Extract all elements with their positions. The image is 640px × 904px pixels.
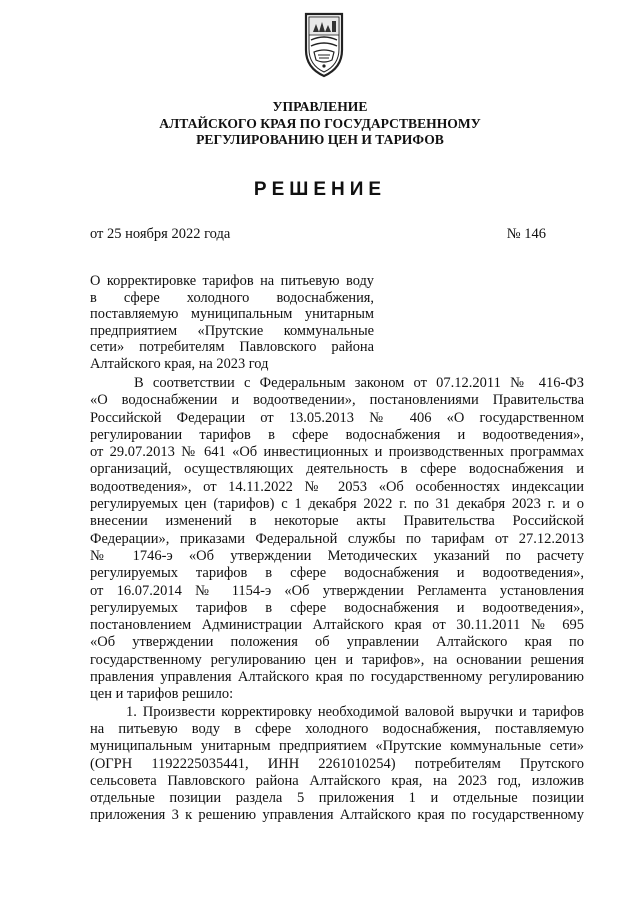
- body-line: «Об утверждении положения об управлении Алтайского края по: [90, 634, 584, 651]
- body-line: внесении изменений в некоторые акты Правительства Российской: [90, 513, 584, 530]
- body-line: приложения 3 к решению управления Алтайского края по государственному: [90, 807, 584, 824]
- body-line: организаций, осуществляющих деятельность в сфере водоснабжения и: [90, 461, 584, 478]
- body-line: № 1746-э «Об утверждении Методических указаний по расчету: [90, 547, 584, 564]
- body-line: от 29.07.2013 № 641 «Об инвестиционных и производственных программах: [90, 444, 584, 461]
- body-line: государственному регулированию цен и тарифов», на основании решения: [90, 651, 584, 668]
- body-line: правления управления Алтайского края по государственному регулированию: [90, 669, 584, 686]
- body-line: сельсовета Павловского района Алтайского края, на 2023 год, изложив: [90, 772, 584, 789]
- subject-line: предприятием «Прутские коммунальные: [90, 322, 374, 339]
- body-line: водоотведения», от 14.11.2022 № 2053 «Об особенностях индексации: [90, 478, 584, 495]
- document-title: РЕШЕНИЕ: [253, 179, 387, 200]
- subject-line: поставляемую муниципальным унитарным: [90, 306, 374, 322]
- org-name-line-3: РЕГУЛИРОВАНИЮ ЦЕН И ТАРИФОВ: [196, 132, 444, 147]
- body-line: регулировании тарифов в сфере водоснабжения и водоотведения»,: [90, 426, 584, 443]
- subject-line: О корректировке тарифов на питьевую воду: [90, 273, 374, 289]
- body-line: регулируемых тарифов в сфере водоснабжения и водоотведения»,: [90, 565, 584, 582]
- document-body: [90, 375, 584, 825]
- body-line: постановлением Администрации Алтайского края от 30.11.2011 № 695: [90, 617, 584, 634]
- altai-coat-of-arms-icon: [302, 10, 346, 80]
- body-line: цен и тарифов решило:: [90, 686, 234, 703]
- body-line: В соответствии с Федеральным законом от 07.12.2011 № 416-ФЗ: [134, 375, 584, 391]
- subject-line: в сфере холодного водоснабжения,: [90, 289, 374, 306]
- body-line: Российской Федерации от 13.05.2013 № 406 «О государственном: [90, 409, 584, 426]
- document-subject: [90, 273, 374, 372]
- body-line: муниципальным унитарным предприятием «Прутские коммунальные сети»: [90, 738, 584, 755]
- body-line: на питьевую воду в сфере холодного водоснабжения, поставляемую: [90, 720, 584, 737]
- document-number: № 146: [506, 226, 546, 242]
- body-line: регулируемых цен (тарифов) с 1 декабря 2022 г. по 31 декабря 2023 г. и о: [90, 496, 584, 513]
- body-line: регулируемых тарифов в сфере водоснабжения и водоотведения»,: [90, 599, 584, 616]
- body-line: от 16.07.2014 № 1154-э «Об утверждении Регламента установления: [90, 582, 584, 599]
- body-line: отдельные позиции раздела 5 приложения 1 и отдельные позиции: [90, 790, 584, 807]
- subject-line: сети» потребителям Павловского района: [90, 339, 374, 355]
- body-line: (ОГРН 1192225035441, ИНН 2261010254) потребителям Прутского: [90, 755, 584, 772]
- body-line: 1. Произвести корректировку необходимой валовой выручки и тарифов: [126, 703, 584, 720]
- subject-line: Алтайского края, на 2023 год: [90, 355, 269, 372]
- document-date: от 25 ноября 2022 года: [90, 226, 231, 242]
- body-line: Федерации», приказами Федеральной службы по тарифам от 27.12.2013: [90, 530, 584, 547]
- org-name-line-1: УПРАВЛЕНИЕ: [272, 99, 368, 114]
- org-name-line-2: АЛТАЙСКОГО КРАЯ ПО ГОСУДАРСТВЕННОМУ: [159, 116, 481, 131]
- body-line: «О водоснабжении и водоотведении», постановлениями Правительства: [90, 392, 584, 409]
